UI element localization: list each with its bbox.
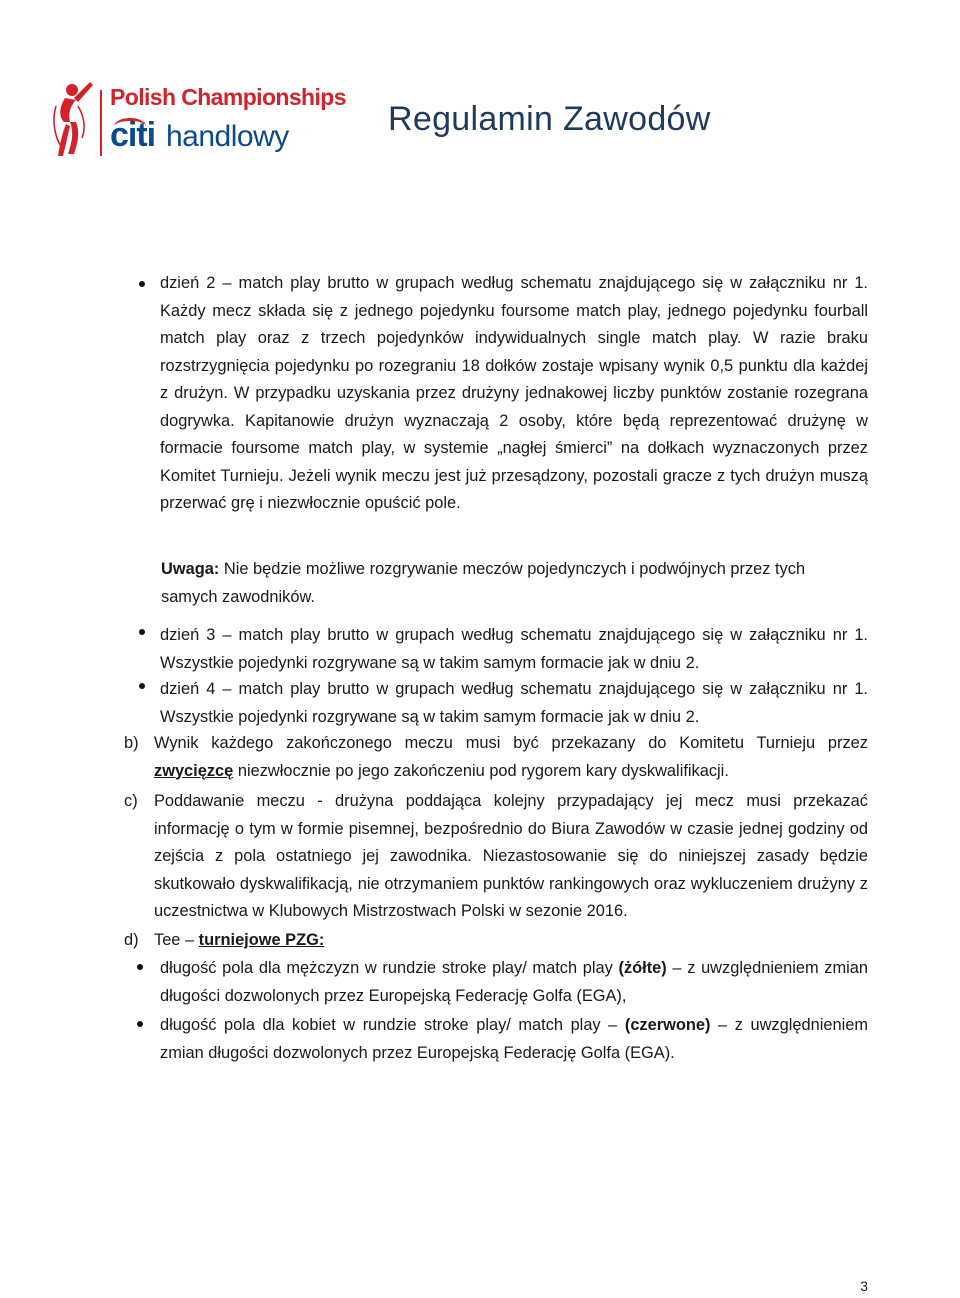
- item-b-text-before: Wynik każdego zakończonego meczu musi być przekazany do Komitetu Turnieju przez: [154, 734, 868, 752]
- list-marker-c: c): [124, 792, 138, 810]
- bullet-dot: [139, 629, 145, 635]
- bullet-dot: [139, 683, 145, 689]
- item-c-paragraph: [154, 788, 868, 926]
- bullet-dot: [137, 964, 143, 970]
- list-marker-b: b): [124, 734, 139, 752]
- sub-bullet-women-text-after: – z uwzględnieniem zmian długości dozwolonych przez Europejską Federację Golfa (EGA).: [160, 1016, 868, 1062]
- page-title: Regulamin Zawodów: [388, 100, 711, 138]
- bullet-dot: [137, 1021, 143, 1027]
- logo-citi-wordmark: citi: [110, 116, 156, 154]
- item-d-text-before: Tee –: [154, 931, 199, 949]
- item-b-emphasis: zwycięzcę: [154, 761, 234, 780]
- item-b-text-after: niezwłocznie po jego zakończeniu pod rygorem kary dyskwalifikacji.: [233, 761, 729, 780]
- item-d-paragraph: [154, 927, 868, 955]
- list-marker-d: d): [124, 931, 139, 949]
- bullet-day-2-text: dzień 2 – match play brutto w grupach według schematu znajdującego się w załączniku nr 1. Każdy mecz składa się z jednego pojedynku foursome match play, jednego pojedynku fourball match play oraz z trzech pojedynków indywidualnych single match play. W razie braku rozstrzygnięcia pojedynku po rozegraniu 18 dołków zostaje wpisany wynik 0,5 punktu dla każdej z drużyn. W przypadku uzyskania przez drużyny jednakowej liczby punktów zostanie rozegrana dogrywka. Kapitanowie drużyn wyznaczają 2 osoby, które będą reprezentować drużynę w formacie foursome match play, w systemie „nagłej śmierci” na dołkach wyznaczonych przez Komitet Turnieju. Jeżeli wynik meczu jest już przesądzony, pozostali gracze z tych drużyn muszą przerwać grę i niezwłocznie opuścić pole.: [160, 274, 868, 512]
- sub-bullet-men-emphasis: (żółte): [618, 959, 667, 977]
- item-b-paragraph: [154, 730, 868, 785]
- bullet-day-3-text: dzień 3 – match play brutto w grupach według schematu znajdującego się w załączniku nr 1. Wszystkie pojedynki rozgrywane są w takim samym formacie jak w dniu 2.: [160, 626, 868, 672]
- logo-line-handlowy: handlowy: [166, 120, 289, 153]
- logo-line-polish-championships: Polish Championships: [110, 84, 346, 110]
- page-number: 3: [860, 1278, 868, 1294]
- item-c-text: Poddawanie meczu - drużyna poddająca kolejny przypadający jej mecz musi przekazać informację o tym w formie pisemnej, bezpośrednio do Biura Zawodów w czasie jednej godziny od zejścia z pola ostatniego jej zawodnika. Niezastosowanie się do niniejszej zasady będzie skutkowało dyskwalifikacją, nie otrzymaniem punktów rankingowych oraz wykluczeniem drużyny z uczestnictwa w Klubowych Mistrzostwach Polski w sezonie 2016.: [154, 792, 868, 920]
- sub-bullet-men-text-before: długość pola dla mężczyzn w rundzie stroke play/ match play: [160, 959, 619, 977]
- item-d-emphasis: turniejowe PZG:: [198, 931, 325, 949]
- bullet-day-4: [160, 676, 868, 731]
- bullet-dot: [139, 281, 145, 287]
- note-label: Uwaga:: [161, 560, 220, 578]
- bullet-day-2: [160, 270, 868, 518]
- note-text: Nie będzie możliwe rozgrywanie meczów pojedynczych i podwójnych przez tych samych zawodników.: [161, 560, 806, 606]
- sub-bullet-women-text-before: długość pola dla kobiet w rundzie stroke play/ match play –: [160, 1016, 625, 1034]
- sub-bullet-men-text-after: – z uwzględnieniem zmian długości dozwolonych przez Europejską Federację Golfa (EGA),: [160, 959, 868, 1005]
- sub-bullet-men: [160, 955, 868, 1010]
- note-paragraph: [161, 556, 861, 611]
- sub-bullet-women-emphasis: (czerwone): [624, 1016, 711, 1034]
- sub-bullet-women: [160, 1012, 868, 1067]
- bullet-day-4-text: dzień 4 – match play brutto w grupach według schematu znajdującego się w załączniku nr 1. Wszystkie pojedynki rozgrywane są w takim samym formacie jak w dniu 2.: [160, 680, 868, 726]
- bullet-day-3: [160, 622, 868, 677]
